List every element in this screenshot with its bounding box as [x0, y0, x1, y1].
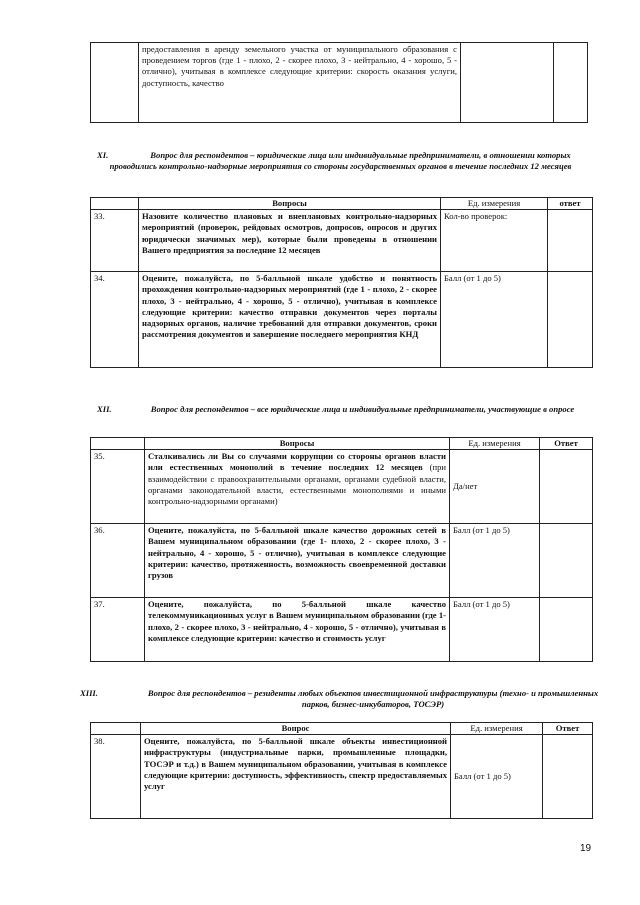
- section-title: Вопрос для респондентов – юридические лица или индивидуальные предприниматели, в отношении которых проводились контрольно-надзорные мероприятия со стороны государственных органов в течение последних 12 месяцев: [109, 150, 572, 171]
- row-number: 36.: [91, 524, 145, 598]
- row-number: 33.: [91, 210, 139, 272]
- table-header-row: [91, 198, 593, 210]
- question-cell: [139, 272, 441, 368]
- header-answer: ответ: [548, 198, 593, 210]
- question-text-normal: (при взаимодействии с правоохранительными органами, органами судебной власти, органами законодательной власти, естественными монополиями и иными контрольно-надзорными органами): [148, 462, 446, 507]
- unit-cell: Да/нет: [450, 450, 540, 524]
- header-unit: Ед. измерения: [450, 438, 540, 450]
- section-number: XIII.: [80, 688, 98, 698]
- row-number: 37.: [91, 598, 145, 662]
- question-cell: [139, 210, 441, 272]
- section-title: Вопрос для респондентов – резиденты любых объектов инвестиционной инфраструктуры (техно- и промышленных парков, бизнес-инкубаторов, ТОСЭР): [147, 688, 599, 709]
- header-answer: Ответ: [543, 723, 593, 735]
- unit-cell: Балл (от 1 до 5): [441, 272, 548, 368]
- table-row: [91, 598, 593, 662]
- section-xi-table: [90, 197, 593, 368]
- header-answer: Ответ: [540, 438, 593, 450]
- question-text: Назовите количество плановых и внеплановых контрольно-надзорных мероприятий (проверок, рейдовых осмотров, допросов, опросов и других юридически значимых мер), которые были проведены в отношении Вашего предприятия за последние 12 месяцев: [142, 211, 437, 255]
- question-cell: [141, 735, 451, 819]
- table-cell-num: [91, 43, 139, 123]
- table-row: [91, 210, 593, 272]
- question-text: Оцените, пожалуйста, по 5-балльной шкале качество дорожных сетей в Вашем муниципальном образовании (где 1- плохо, 2 - скорее плохо, 3 - нейтрально, 4 - хорошо, 5 - отлично), учитывая в комплексе следующие критерии: качество, протяженность, возможность своевременной доставки грузов: [148, 525, 446, 581]
- question-text: предоставления в аренду земельного участка от муниципального образования с проведением торгов (где 1 - плохо, 2 - скорее плохо, 3 - нейтрально, 4 - хорошо, 5 - отлично), учитывая в комплексе следующие критерии: скорость оказания услуги, доступность, качество: [139, 43, 461, 123]
- table-row: [91, 43, 588, 123]
- section-number: XII.: [97, 404, 112, 414]
- row-number: 38.: [91, 735, 141, 819]
- header-num: [91, 438, 145, 450]
- table-header-row: [91, 723, 593, 735]
- answer-cell[interactable]: [548, 272, 593, 368]
- section-xiii-table: [90, 722, 593, 819]
- header-questions: Вопрос: [141, 723, 451, 735]
- row-number: 34.: [91, 272, 139, 368]
- question-text: Оцените, пожалуйста, по 5-балльной шкале удобство и понятность прохождения контрольно-надзорных мероприятий (где 1 - плохо, 2 - скорее плохо, 3 - нейтрально, 4 - хорошо, 5 - отлично), учитывая в комплексе следующие критерии: качество отправки документов через порталы надзорных органов, наличие требований для отправки документов, сроки рассмотрения документов и завершение последнего мероприятия КНД: [142, 273, 437, 340]
- header-unit: Ед. измерения: [441, 198, 548, 210]
- unit-cell: [461, 43, 554, 123]
- answer-cell[interactable]: [548, 210, 593, 272]
- table-row: [91, 450, 593, 524]
- question-text-bold: Сталкивались ли Вы со случаями коррупции со стороны органов власти или естественных монополий в течение последних 12 месяцев: [148, 451, 446, 473]
- unit-cell: Кол-во проверок:: [441, 210, 548, 272]
- header-num: [91, 198, 139, 210]
- section-title: Вопрос для респондентов – все юридические лица и индивидуальные предприниматели, участвующие в опросе: [150, 404, 575, 414]
- section-number: XI.: [97, 150, 109, 160]
- page-number: 19: [580, 843, 592, 854]
- unit-cell: Балл (от 1 до 5): [451, 735, 543, 819]
- question-text: Оцените, пожалуйста, по 5-балльной шкале объекты инвестиционной инфраструктуры (индустриальные парки, промышленные площадки, ТОСЭР и т.д.) в Вашем муниципальном образовании, учитывая в комплексе следующие критерии: доступность, эффективность, спектр предоставляемых услуг: [144, 736, 447, 792]
- table-row: [91, 735, 593, 819]
- unit-cell: Балл (от 1 до 5): [450, 524, 540, 598]
- answer-cell[interactable]: [540, 598, 593, 662]
- header-questions: Вопросы: [145, 438, 450, 450]
- unit-cell: Балл (от 1 до 5): [450, 598, 540, 662]
- row-number: 35.: [91, 450, 145, 524]
- answer-cell[interactable]: [554, 43, 588, 123]
- question-text: Оцените, пожалуйста, по 5-балльной шкале качество телекоммуникационных услуг в Вашем муниципальном образовании (где 1- плохо, 2 - скорее плохо, 3 - нейтрально, 4 - хорошо, 5 - отлично), учитывая в комплексе следующие критерии: качество и стоимость услуг: [148, 599, 446, 643]
- header-unit: Ед. измерения: [451, 723, 543, 735]
- table-row: [91, 272, 593, 368]
- section-xii-table: [90, 437, 593, 662]
- answer-cell[interactable]: [540, 524, 593, 598]
- question-cell: [145, 598, 450, 662]
- table-header-row: [91, 438, 593, 450]
- header-num: [91, 723, 141, 735]
- header-questions: Вопросы: [139, 198, 441, 210]
- question-cell: [145, 524, 450, 598]
- question-cell: [145, 450, 450, 524]
- table-row: [91, 524, 593, 598]
- top-fragment-table: [90, 42, 588, 123]
- answer-cell[interactable]: [543, 735, 593, 819]
- answer-cell[interactable]: [540, 450, 593, 524]
